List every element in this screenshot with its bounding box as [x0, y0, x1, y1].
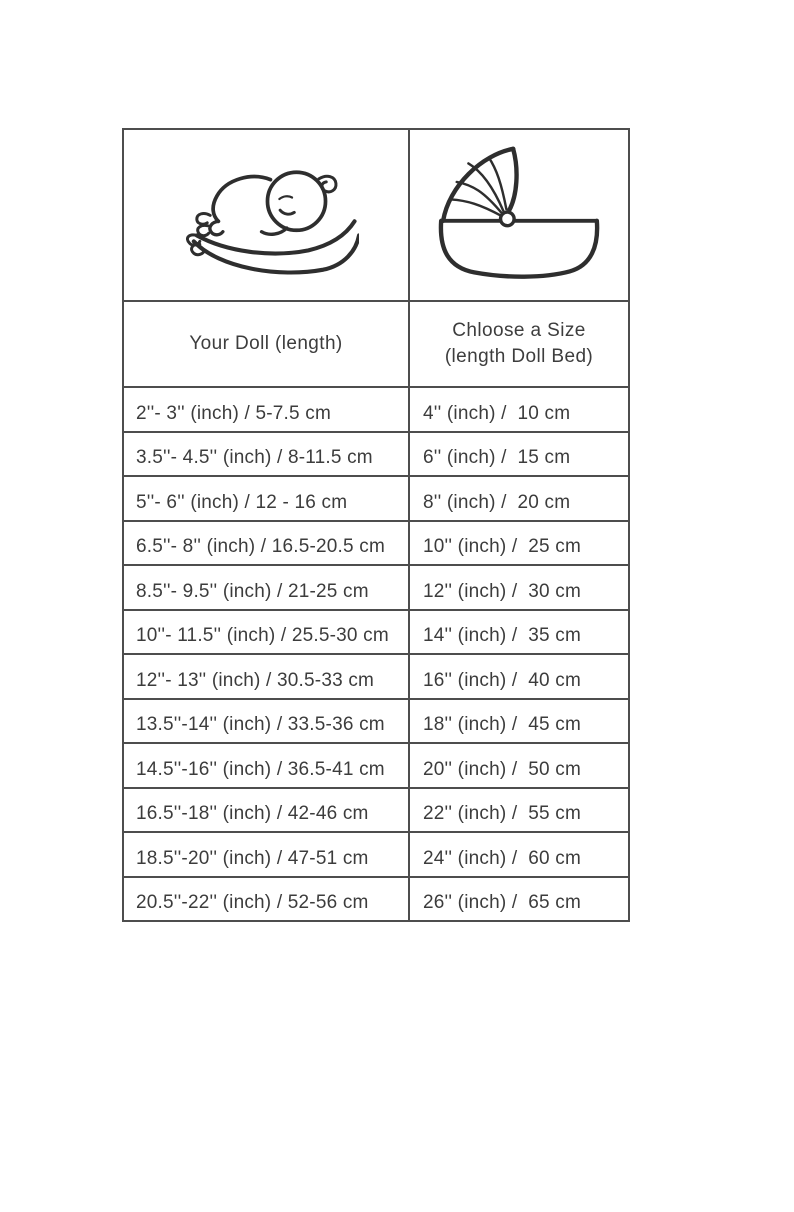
table-row	[124, 653, 628, 698]
doll-length-cell: 13.5''-14'' (inch) / 33.5-36 cm	[136, 714, 385, 735]
bed-size-cell: 18'' (inch) / 45 cm	[408, 700, 628, 743]
column-header-bed	[408, 302, 628, 386]
size-chart-table	[122, 128, 630, 922]
illustration-row	[124, 130, 628, 300]
doll-length-cell: 6.5''- 8'' (inch) / 16.5-20.5 cm	[136, 536, 386, 557]
doll-length-cell: 20.5''-22'' (inch) / 52-56 cm	[136, 892, 369, 913]
doll-length-cell: 14.5''-16'' (inch) / 36.5-41 cm	[136, 758, 385, 780]
doll-bed-icon	[431, 143, 607, 287]
table-row	[124, 787, 628, 832]
table-row	[124, 564, 628, 609]
doll-length-cell: 10''- 11.5'' (inch) / 25.5-30 cm	[136, 625, 389, 646]
size-rows	[124, 386, 628, 920]
table-row	[124, 609, 628, 654]
doll-length-cell: 5''- 6'' (inch) / 12 - 16 cm	[136, 491, 348, 513]
bed-size-cell: 14'' (inch) / 35 cm	[408, 611, 628, 654]
bed-size-cell: 16'' (inch) / 40 cm	[408, 655, 628, 698]
table-row	[124, 698, 628, 743]
bed-size-cell: 6'' (inch) / 15 cm	[408, 433, 628, 476]
doll-length-cell: 3.5''- 4.5'' (inch) / 8-11.5 cm	[136, 447, 373, 468]
bed-size-cell: 12'' (inch) / 30 cm	[408, 566, 628, 609]
column-header-bed-line2: (length Doll Bed)	[444, 346, 594, 367]
bed-size-cell: 20'' (inch) / 50 cm	[408, 744, 628, 787]
bed-size-cell: 24'' (inch) / 60 cm	[408, 833, 628, 876]
table-row	[124, 431, 628, 476]
doll-length-cell: 16.5''-18'' (inch) / 42-46 cm	[136, 803, 369, 824]
bed-size-cell: 22'' (inch) / 55 cm	[408, 789, 628, 832]
table-row	[124, 386, 628, 431]
table-row	[124, 475, 628, 520]
header-row	[124, 300, 628, 386]
doll-length-cell: 2''- 3'' (inch) / 5-7.5 cm	[136, 402, 331, 424]
column-header-bed-line1: Chloose a Size	[452, 320, 586, 341]
column-header-doll	[124, 302, 408, 386]
doll-bed-illustration-cell	[408, 130, 628, 300]
bed-size-cell: 10'' (inch) / 25 cm	[408, 522, 628, 565]
doll-length-cell: 8.5''- 9.5'' (inch) / 21-25 cm	[136, 580, 369, 602]
bed-size-cell: 8'' (inch) / 20 cm	[408, 477, 628, 520]
table-row	[124, 742, 628, 787]
doll-illustration-cell	[124, 130, 408, 300]
table-row	[124, 520, 628, 565]
baby-in-hand-icon	[173, 145, 359, 285]
bed-size-cell: 26'' (inch) / 65 cm	[408, 878, 628, 921]
bed-size-cell: 4'' (inch) / 10 cm	[408, 388, 628, 431]
table-row	[124, 831, 628, 876]
doll-length-cell: 18.5''-20'' (inch) / 47-51 cm	[136, 847, 369, 869]
column-header-doll-label: Your Doll (length)	[189, 333, 343, 354]
doll-length-cell: 12''- 13'' (inch) / 30.5-33 cm	[136, 669, 375, 691]
table-row	[124, 876, 628, 921]
